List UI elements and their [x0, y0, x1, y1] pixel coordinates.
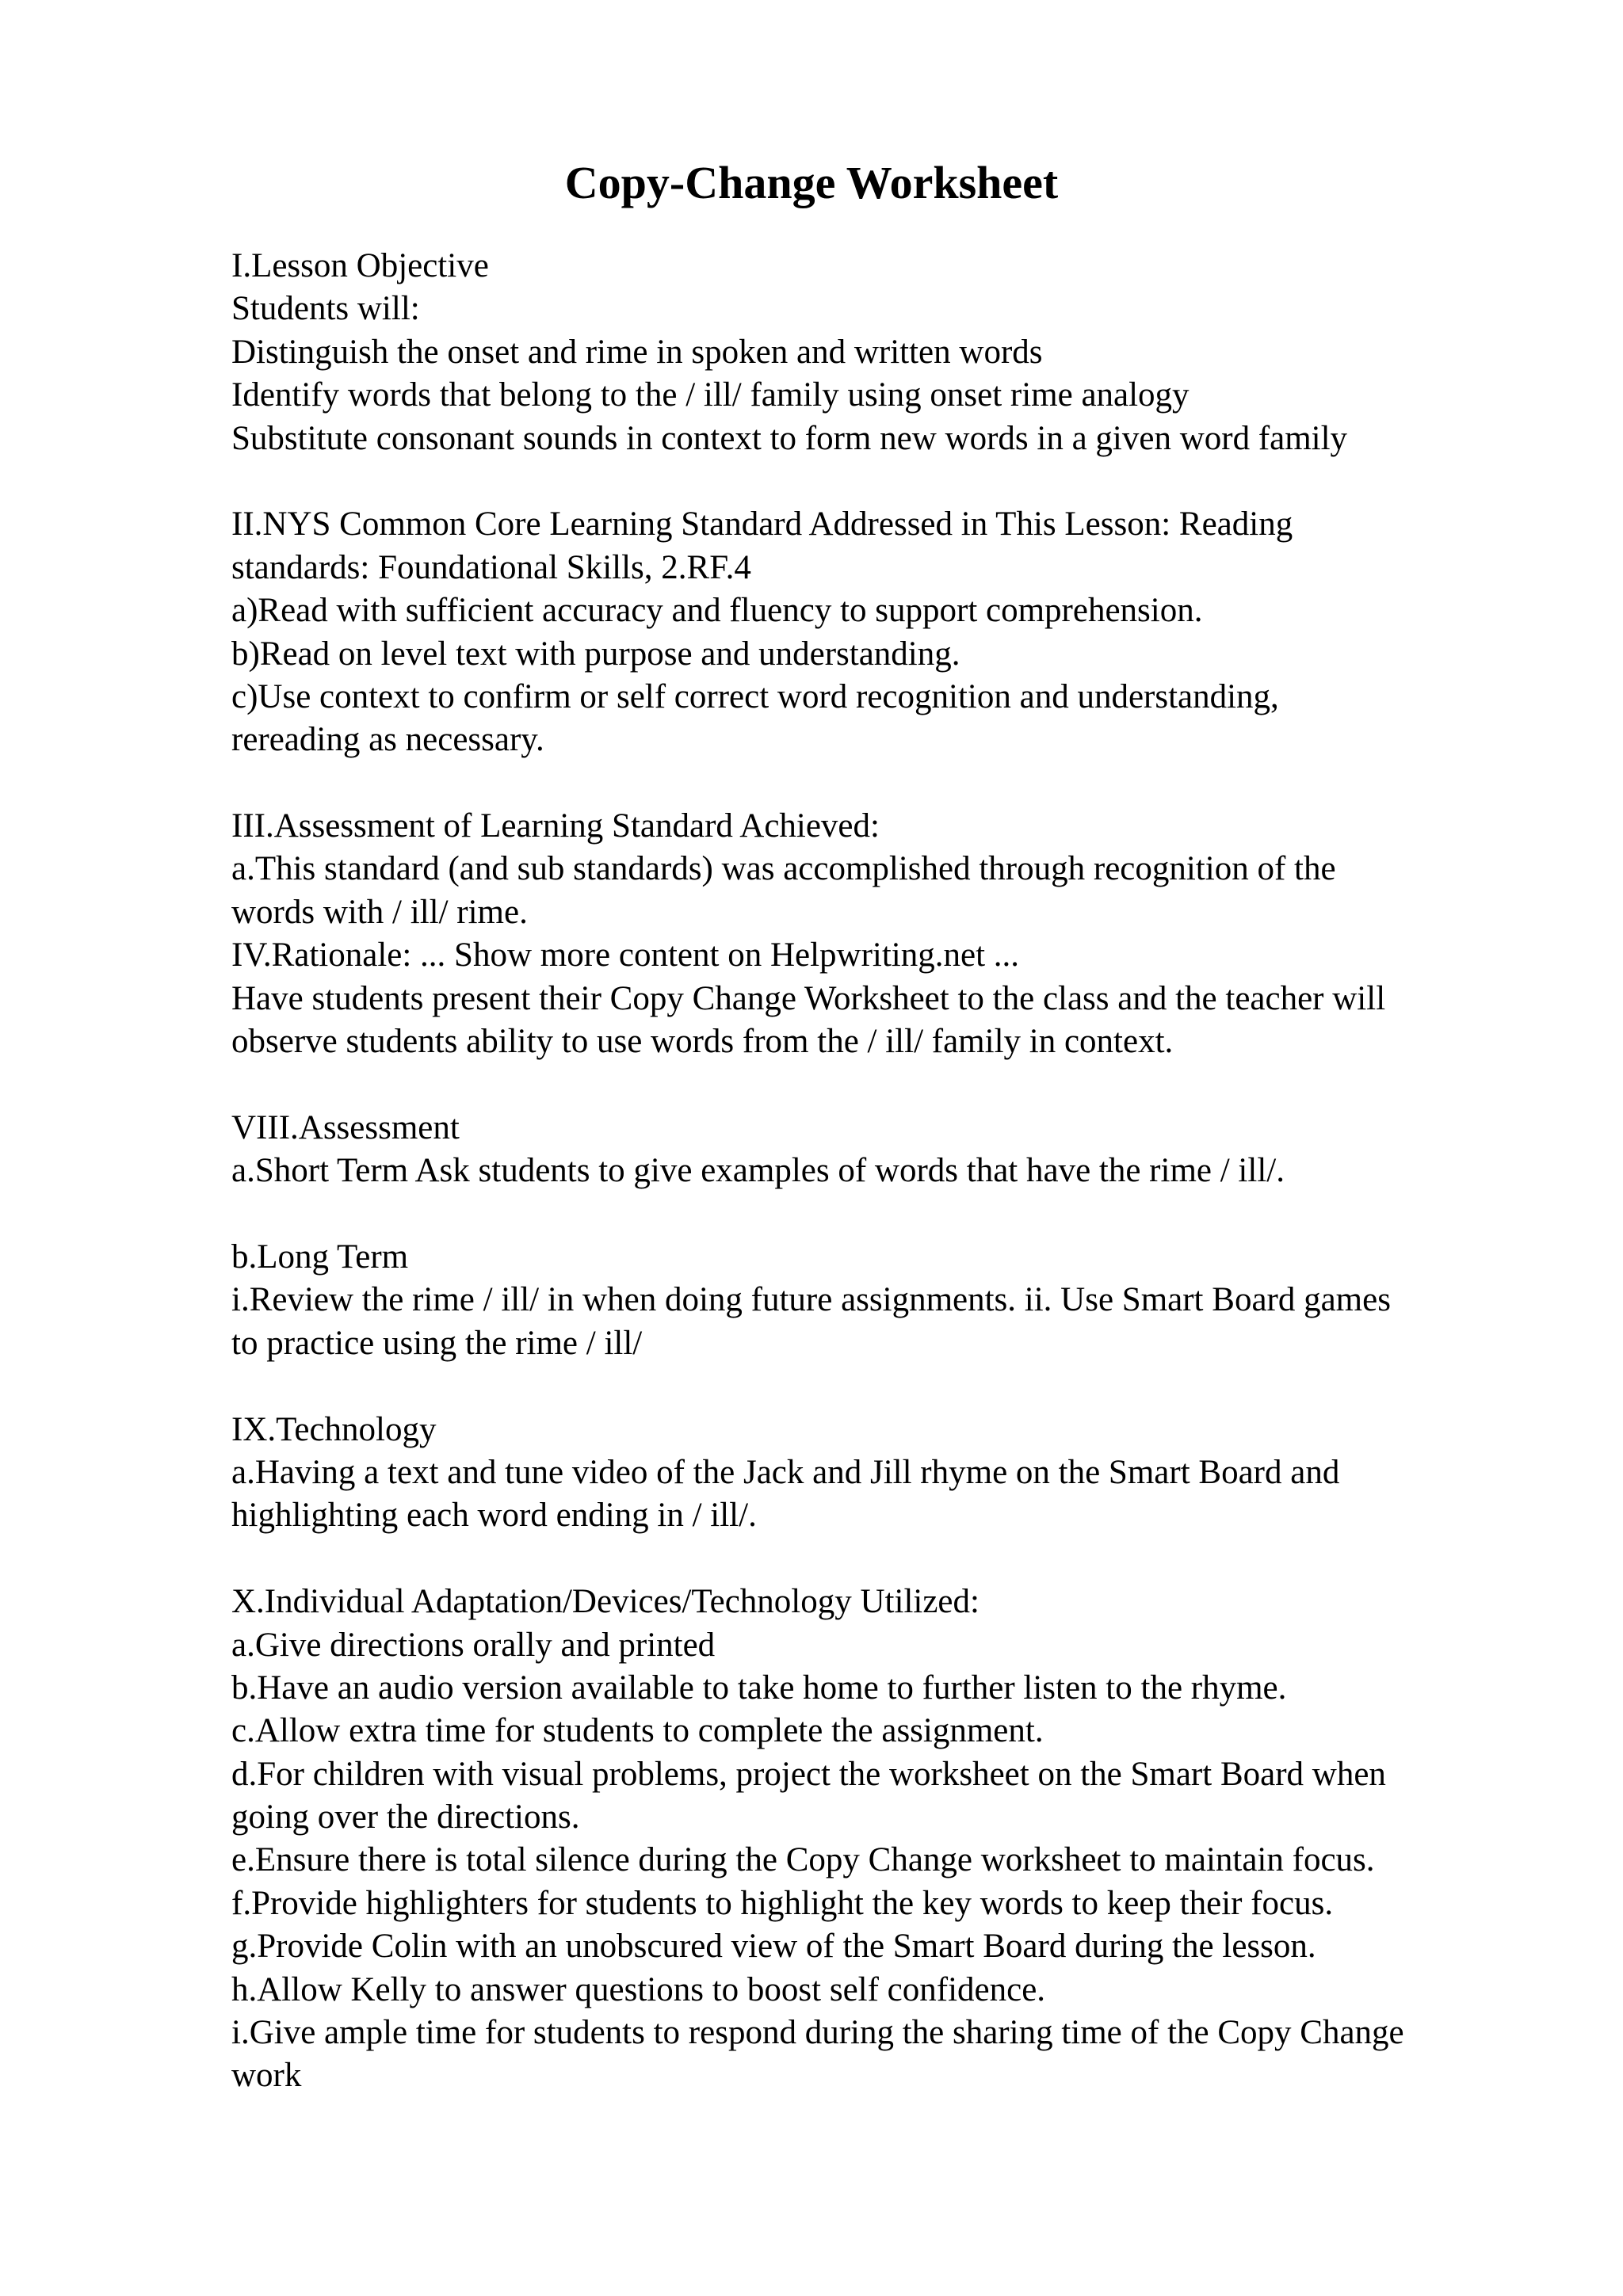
standard-item: c)Use context to confirm or self correct word recognition and understanding, — [231, 677, 1279, 715]
adaptation-line: b.Have an audio version available to take home to further listen to the rhyme. — [231, 1669, 1287, 1707]
section-heading-adaptation: X.Individual Adaptation/Devices/Technology Utilized: — [231, 1583, 980, 1621]
paragraph-gap — [231, 762, 1531, 805]
section-intro: Students will: — [231, 290, 420, 328]
section-heading-standards: II.NYS Common Core Learning Standard Addressed in This Lesson: Reading — [231, 505, 1293, 543]
adaptation-line: c.Allow extra time for students to complete the assignment. — [231, 1712, 1044, 1750]
standard-item: a)Read with sufficient accuracy and fluency to support comprehension. — [231, 592, 1203, 630]
assessment-line: observe students ability to use words from the / ill/ family in context. — [231, 1023, 1174, 1061]
paragraph-gap — [231, 1193, 1531, 1236]
assessment-line: words with / ill/ rime. — [231, 893, 528, 931]
paragraph-gap — [231, 460, 1531, 503]
section-heading-assessment: VIII.Assessment — [231, 1108, 460, 1146]
technology-line: highlighting each word ending in / ill/. — [231, 1497, 757, 1535]
adaptation-line: d.For children with visual problems, project the worksheet on the Smart Board when — [231, 1755, 1386, 1793]
section-heading-technology: IX.Technology — [231, 1410, 437, 1448]
assessment-line: a.This standard (and sub standards) was accomplished through recognition of the — [231, 850, 1336, 888]
adaptation-line: e.Ensure there is total silence during the Copy Change worksheet to maintain focus. — [231, 1841, 1375, 1879]
paragraph-gap — [231, 1365, 1531, 1408]
section-heading-assessment-achieved: III.Assessment of Learning Standard Achieved: — [231, 807, 880, 845]
objective-item: Identify words that belong to the / ill/ family using onset rime analogy — [231, 376, 1190, 414]
adaptation-line: i.Give ample time for students to respond during the sharing time of the Copy Change — [231, 2014, 1404, 2052]
long-term-heading: b.Long Term — [231, 1238, 409, 1276]
adaptation-line: h.Allow Kelly to answer questions to boost self confidence. — [231, 1970, 1046, 2008]
adaptation-line: work — [231, 2057, 302, 2095]
adaptation-line: a.Give directions orally and printed — [231, 1626, 716, 1664]
page-title: Copy-Change Worksheet — [564, 157, 1059, 208]
assessment-line: Have students present their Copy Change Worksheet to the class and the teacher will — [231, 979, 1386, 1017]
section-heading-lesson-objective: I.Lesson Objective — [231, 247, 489, 284]
paragraph-gap — [231, 1063, 1531, 1106]
adaptation-line: f.Provide highlighters for students to highlight the key words to keep their focus. — [231, 1884, 1334, 1922]
document-body — [231, 245, 1531, 2098]
objective-item: Substitute consonant sounds in context to form new words in a given word family — [231, 419, 1348, 457]
long-term-line: to practice using the rime / ill/ — [231, 1324, 643, 1362]
standard-item-cont: rereading as necessary. — [231, 721, 544, 759]
long-term-line: i.Review the rime / ill/ in when doing future assignments. ii. Use Smart Board games — [231, 1281, 1391, 1319]
short-term-line: a.Short Term Ask students to give examples of words that have the rime / ill/. — [231, 1152, 1285, 1190]
adaptation-line: going over the directions. — [231, 1798, 580, 1836]
objective-item: Distinguish the onset and rime in spoken and written words — [231, 333, 1043, 371]
technology-line: a.Having a text and tune video of the Jack and Jill rhyme on the Smart Board and — [231, 1453, 1340, 1491]
adaptation-line: g.Provide Colin with an unobscured view of the Smart Board during the lesson. — [231, 1928, 1316, 1966]
standard-item: b)Read on level text with purpose and understanding. — [231, 635, 960, 673]
paragraph-gap — [231, 1538, 1531, 1581]
rationale-line: IV.Rationale: ... Show more content on Helpwriting.net ... — [231, 936, 1020, 974]
section-heading-standards-cont: standards: Foundational Skills, 2.RF.4 — [231, 548, 751, 586]
